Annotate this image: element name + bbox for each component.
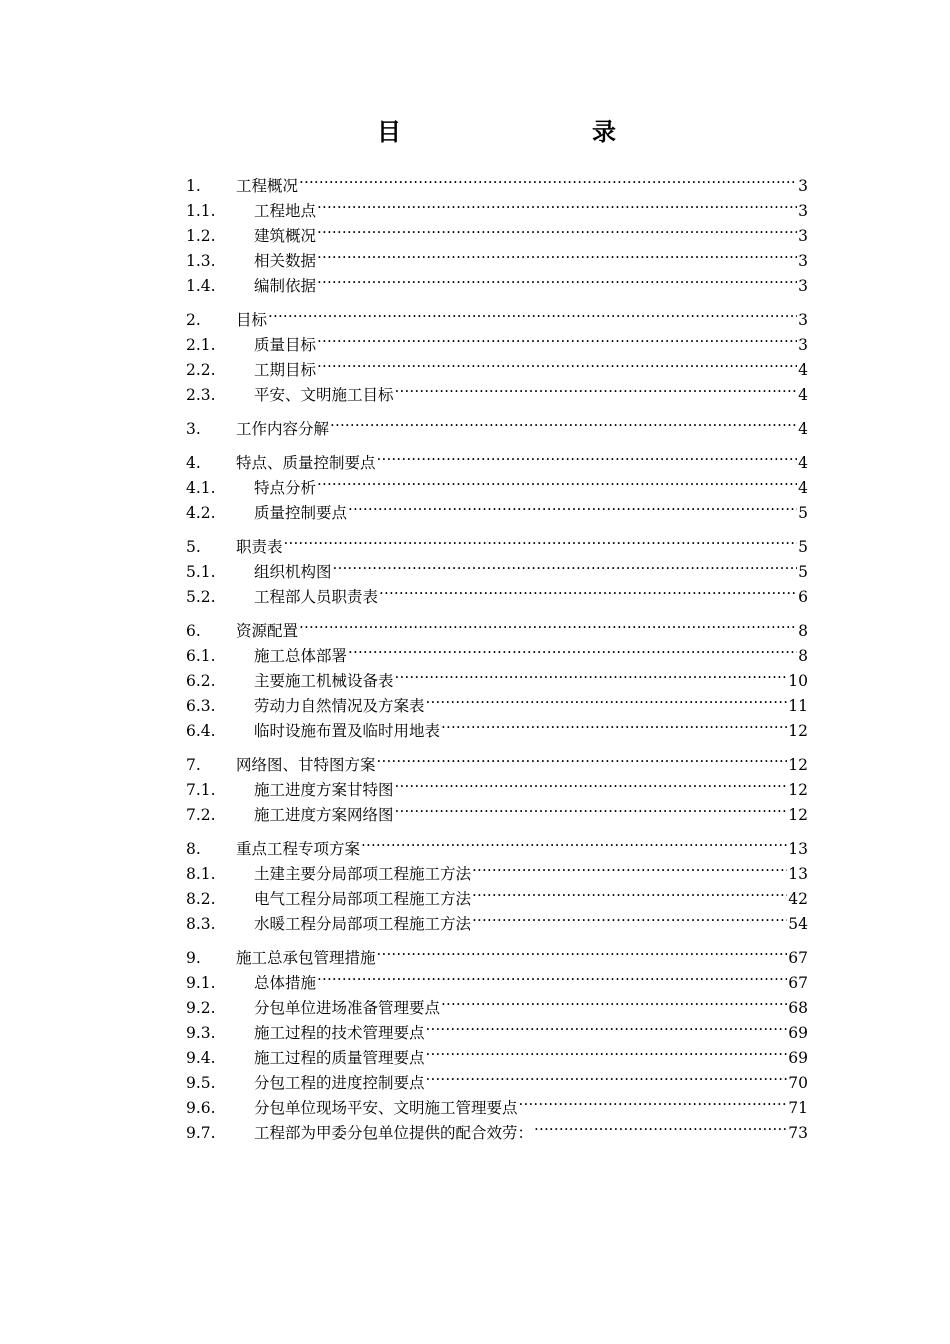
toc-dot-leader bbox=[395, 770, 788, 795]
toc-entry-title: 分包工程的进度控制要点 bbox=[254, 1074, 425, 1092]
toc-entry-number: 5.1. bbox=[186, 563, 216, 581]
toc-entry-page-number: 3 bbox=[798, 252, 808, 270]
toc-entry-page-number: 13 bbox=[788, 865, 808, 883]
toc-section-entry[interactable] bbox=[186, 829, 808, 858]
toc-entry-page-number: 5 bbox=[798, 504, 808, 522]
toc-entry-page-number: 3 bbox=[798, 311, 808, 329]
toc-dot-leader bbox=[268, 300, 797, 325]
toc-dot-leader bbox=[519, 1088, 788, 1113]
toc-entry-number: 8.3. bbox=[186, 915, 216, 933]
toc-subsection-entry[interactable] bbox=[186, 963, 808, 992]
toc-entry-number: 1. bbox=[186, 177, 201, 195]
toc-entry-title: 目标 bbox=[236, 311, 268, 329]
toc-entry-number: 6.1. bbox=[186, 647, 216, 665]
toc-subsection-entry[interactable] bbox=[186, 636, 808, 665]
toc-entry-title: 施工过程的质量管理要点 bbox=[254, 1049, 425, 1067]
toc-dot-leader bbox=[426, 686, 788, 711]
toc-entry-page-number: 70 bbox=[788, 1074, 808, 1092]
toc-dot-leader bbox=[333, 552, 798, 577]
toc-entry-title: 职责表 bbox=[236, 538, 283, 556]
toc-subsection-entry[interactable] bbox=[186, 854, 808, 883]
toc-entry-number: 9.4. bbox=[186, 1049, 216, 1067]
toc-dot-leader bbox=[317, 963, 787, 988]
toc-entry-title: 施工过程的技术管理要点 bbox=[254, 1024, 425, 1042]
toc-subsection-entry[interactable] bbox=[186, 904, 808, 933]
toc-entry-number: 1.4. bbox=[186, 277, 216, 295]
toc-entry-number: 1.1. bbox=[186, 202, 216, 220]
toc-entry-page-number: 12 bbox=[788, 722, 808, 740]
toc-entry-number: 8.1. bbox=[186, 865, 216, 883]
toc-entry-page-number: 69 bbox=[788, 1049, 808, 1067]
toc-entry-page-number: 71 bbox=[788, 1099, 808, 1117]
toc-entry-title: 施工进度方案网络图 bbox=[254, 806, 394, 824]
toc-entry-page-number: 13 bbox=[788, 840, 808, 858]
toc-entry-number: 6.4. bbox=[186, 722, 216, 740]
toc-entry-title: 网络图、甘特图方案 bbox=[236, 756, 376, 774]
toc-entry-title: 劳动力自然情况及方案表 bbox=[254, 697, 425, 715]
toc-subsection-entry[interactable] bbox=[186, 1113, 808, 1142]
toc-entry-number: 7.2. bbox=[186, 806, 216, 824]
toc-entry-page-number: 8 bbox=[798, 647, 808, 665]
toc-dot-leader bbox=[348, 636, 797, 661]
toc-entry-title: 工作内容分解 bbox=[236, 420, 330, 438]
toc-entry-page-number: 4 bbox=[798, 479, 808, 497]
toc-entry-number: 4. bbox=[186, 454, 201, 472]
toc-entry-number: 6.3. bbox=[186, 697, 216, 715]
toc-entry-number: 1.2. bbox=[186, 227, 216, 245]
toc-dot-leader bbox=[317, 191, 797, 216]
toc-entry-page-number: 3 bbox=[798, 336, 808, 354]
toc-section-entry[interactable] bbox=[186, 166, 808, 195]
toc-entry-title: 工期目标 bbox=[254, 361, 317, 379]
toc-entry-title: 质量目标 bbox=[254, 336, 317, 354]
toc-entry-title: 组织机构图 bbox=[254, 563, 332, 581]
toc-entry-page-number: 12 bbox=[788, 806, 808, 824]
toc-entry-title: 电气工程分局部项工程施工方法 bbox=[254, 890, 472, 908]
toc-entry-number: 1.3. bbox=[186, 252, 216, 270]
toc-subsection-entry[interactable] bbox=[186, 375, 808, 404]
toc-subsection-entry[interactable] bbox=[186, 241, 808, 270]
toc-entry-page-number: 54 bbox=[788, 915, 808, 933]
toc-subsection-entry[interactable] bbox=[186, 325, 808, 354]
toc-entry-title: 总体措施 bbox=[254, 974, 317, 992]
toc-entry-title: 平安、文明施工目标 bbox=[254, 386, 394, 404]
toc-entry-page-number: 11 bbox=[788, 697, 808, 715]
toc-entry-title: 施工总体部署 bbox=[254, 647, 348, 665]
toc-dot-leader bbox=[361, 829, 787, 854]
toc-dot-leader bbox=[534, 1113, 787, 1138]
toc-subsection-entry[interactable] bbox=[186, 1038, 808, 1067]
toc-dot-leader bbox=[377, 443, 798, 468]
toc-entry-number: 8. bbox=[186, 840, 201, 858]
toc-dot-leader bbox=[348, 493, 797, 518]
toc-entry-title: 主要施工机械设备表 bbox=[254, 672, 394, 690]
toc-entry-page-number: 5 bbox=[798, 563, 808, 581]
toc-entry-number: 4.1. bbox=[186, 479, 216, 497]
toc-entry-number: 2. bbox=[186, 311, 201, 329]
toc-entry-page-number: 3 bbox=[798, 177, 808, 195]
toc-dot-leader bbox=[377, 938, 788, 963]
toc-entry-title: 特点、质量控制要点 bbox=[236, 454, 376, 472]
toc-entry-page-number: 10 bbox=[788, 672, 808, 690]
toc-subsection-entry[interactable] bbox=[186, 350, 808, 379]
toc-dot-leader bbox=[426, 1063, 788, 1088]
toc-dot-leader bbox=[317, 350, 797, 375]
toc-entry-title: 施工总承包管理措施 bbox=[236, 949, 376, 967]
toc-entry-page-number: 42 bbox=[788, 890, 808, 908]
toc-entry-number: 5.2. bbox=[186, 588, 216, 606]
toc-entry-number: 6. bbox=[186, 622, 201, 640]
toc-subsection-entry[interactable] bbox=[186, 879, 808, 908]
toc-entry-number: 9.2. bbox=[186, 999, 216, 1017]
toc-entry-number: 2.3. bbox=[186, 386, 216, 404]
toc-entry-page-number: 6 bbox=[798, 588, 808, 606]
toc-dot-leader bbox=[299, 611, 797, 636]
toc-entry-number: 2.2. bbox=[186, 361, 216, 379]
toc-dot-leader bbox=[284, 527, 798, 552]
toc-entry-title: 施工进度方案甘特图 bbox=[254, 781, 394, 799]
toc-subsection-entry[interactable] bbox=[186, 770, 808, 799]
toc-entry-title: 资源配置 bbox=[236, 622, 299, 640]
toc-entry-page-number: 12 bbox=[788, 781, 808, 799]
toc-entry-page-number: 69 bbox=[788, 1024, 808, 1042]
toc-subsection-entry[interactable] bbox=[186, 661, 808, 690]
toc-dot-leader bbox=[299, 166, 797, 191]
toc-entry-number: 7. bbox=[186, 756, 201, 774]
toc-dot-leader bbox=[317, 266, 797, 291]
toc-dot-leader bbox=[317, 241, 797, 266]
toc-entry-page-number: 4 bbox=[798, 420, 808, 438]
toc-dot-leader bbox=[472, 879, 787, 904]
toc-entry-title: 分包单位进场准备管理要点 bbox=[254, 999, 441, 1017]
toc-entry-title: 编制依据 bbox=[254, 277, 317, 295]
toc-subsection-entry[interactable] bbox=[186, 795, 808, 824]
toc-subsection-entry[interactable] bbox=[186, 1063, 808, 1092]
toc-entry-title: 分包单位现场平安、文明施工管理要点 bbox=[254, 1099, 518, 1117]
toc-subsection-entry[interactable] bbox=[186, 266, 808, 295]
toc-entry-number: 2.1. bbox=[186, 336, 216, 354]
toc-entry-number: 7.1. bbox=[186, 781, 216, 799]
toc-dot-leader bbox=[426, 1038, 788, 1063]
toc-entry-page-number: 67 bbox=[788, 974, 808, 992]
toc-dot-leader bbox=[317, 325, 797, 350]
toc-dot-leader bbox=[472, 854, 787, 879]
toc-entry-page-number: 73 bbox=[788, 1124, 808, 1142]
toc-entry-title: 质量控制要点 bbox=[254, 504, 348, 522]
toc-subsection-entry[interactable] bbox=[186, 686, 808, 715]
toc-section-entry[interactable] bbox=[186, 527, 808, 556]
toc-title-left: 目 bbox=[377, 117, 401, 146]
toc-section-entry[interactable] bbox=[186, 443, 808, 472]
toc-entry-page-number: 4 bbox=[798, 386, 808, 404]
toc-section-entry[interactable] bbox=[186, 409, 808, 438]
toc-dot-leader bbox=[330, 409, 797, 434]
toc-entry-number: 9.5. bbox=[186, 1074, 216, 1092]
toc-entry-page-number: 5 bbox=[798, 538, 808, 556]
toc-entry-title: 水暖工程分局部项工程施工方法 bbox=[254, 915, 472, 933]
toc-section-entry[interactable] bbox=[186, 611, 808, 640]
toc-entry-number: 4.2. bbox=[186, 504, 216, 522]
toc-section-entry[interactable] bbox=[186, 300, 808, 329]
table-of-contents bbox=[186, 160, 808, 1142]
toc-entry-number: 9. bbox=[186, 949, 201, 967]
toc-subsection-entry[interactable] bbox=[186, 711, 808, 740]
toc-dot-leader bbox=[441, 988, 787, 1013]
toc-entry-title: 工程地点 bbox=[254, 202, 317, 220]
toc-subsection-entry[interactable] bbox=[186, 988, 808, 1017]
toc-entry-number: 3. bbox=[186, 420, 201, 438]
toc-entry-page-number: 12 bbox=[788, 756, 808, 774]
toc-entry-title: 建筑概况 bbox=[254, 227, 317, 245]
toc-subsection-entry[interactable] bbox=[186, 1088, 808, 1117]
toc-subsection-entry[interactable] bbox=[186, 191, 808, 220]
toc-subsection-entry[interactable] bbox=[186, 216, 808, 245]
toc-entry-title: 特点分析 bbox=[254, 479, 317, 497]
toc-subsection-entry[interactable] bbox=[186, 493, 808, 522]
toc-title-right: 录 bbox=[592, 117, 616, 146]
toc-section-entry[interactable] bbox=[186, 938, 808, 967]
toc-subsection-entry[interactable] bbox=[186, 577, 808, 606]
toc-title bbox=[0, 112, 950, 152]
toc-entry-number: 5. bbox=[186, 538, 201, 556]
toc-entry-title: 重点工程专项方案 bbox=[236, 840, 361, 858]
toc-entry-title: 相关数据 bbox=[254, 252, 317, 270]
toc-entry-page-number: 3 bbox=[798, 227, 808, 245]
toc-dot-leader bbox=[377, 745, 788, 770]
toc-entry-title: 工程概况 bbox=[236, 177, 299, 195]
toc-entry-number: 9.7. bbox=[186, 1124, 216, 1142]
toc-entry-page-number: 4 bbox=[798, 361, 808, 379]
toc-entry-number: 8.2. bbox=[186, 890, 216, 908]
toc-dot-leader bbox=[441, 711, 787, 736]
toc-dot-leader bbox=[395, 375, 798, 400]
toc-dot-leader bbox=[317, 216, 797, 241]
toc-entry-page-number: 3 bbox=[798, 277, 808, 295]
toc-dot-leader bbox=[317, 468, 797, 493]
toc-subsection-entry[interactable] bbox=[186, 468, 808, 497]
toc-dot-leader bbox=[395, 661, 788, 686]
toc-entry-page-number: 8 bbox=[798, 622, 808, 640]
toc-entry-number: 9.3. bbox=[186, 1024, 216, 1042]
toc-entry-page-number: 4 bbox=[798, 454, 808, 472]
toc-entry-page-number: 67 bbox=[788, 949, 808, 967]
toc-entry-number: 9.1. bbox=[186, 974, 216, 992]
toc-dot-leader bbox=[395, 795, 788, 820]
toc-entry-title: 工程部为甲委分包单位提供的配合效劳： bbox=[254, 1124, 534, 1142]
toc-dot-leader bbox=[472, 904, 787, 929]
toc-entry-title: 土建主要分局部项工程施工方法 bbox=[254, 865, 472, 883]
toc-entry-title: 工程部人员职责表 bbox=[254, 588, 379, 606]
toc-section-entry[interactable] bbox=[186, 745, 808, 774]
toc-dot-leader bbox=[379, 577, 797, 602]
toc-entry-number: 6.2. bbox=[186, 672, 216, 690]
toc-entry-title: 临时设施布置及临时用地表 bbox=[254, 722, 441, 740]
toc-subsection-entry[interactable] bbox=[186, 1013, 808, 1042]
toc-subsection-entry[interactable] bbox=[186, 552, 808, 581]
toc-dot-leader bbox=[426, 1013, 788, 1038]
toc-entry-page-number: 3 bbox=[798, 202, 808, 220]
toc-entry-number: 9.6. bbox=[186, 1099, 216, 1117]
toc-entry-page-number: 68 bbox=[788, 999, 808, 1017]
